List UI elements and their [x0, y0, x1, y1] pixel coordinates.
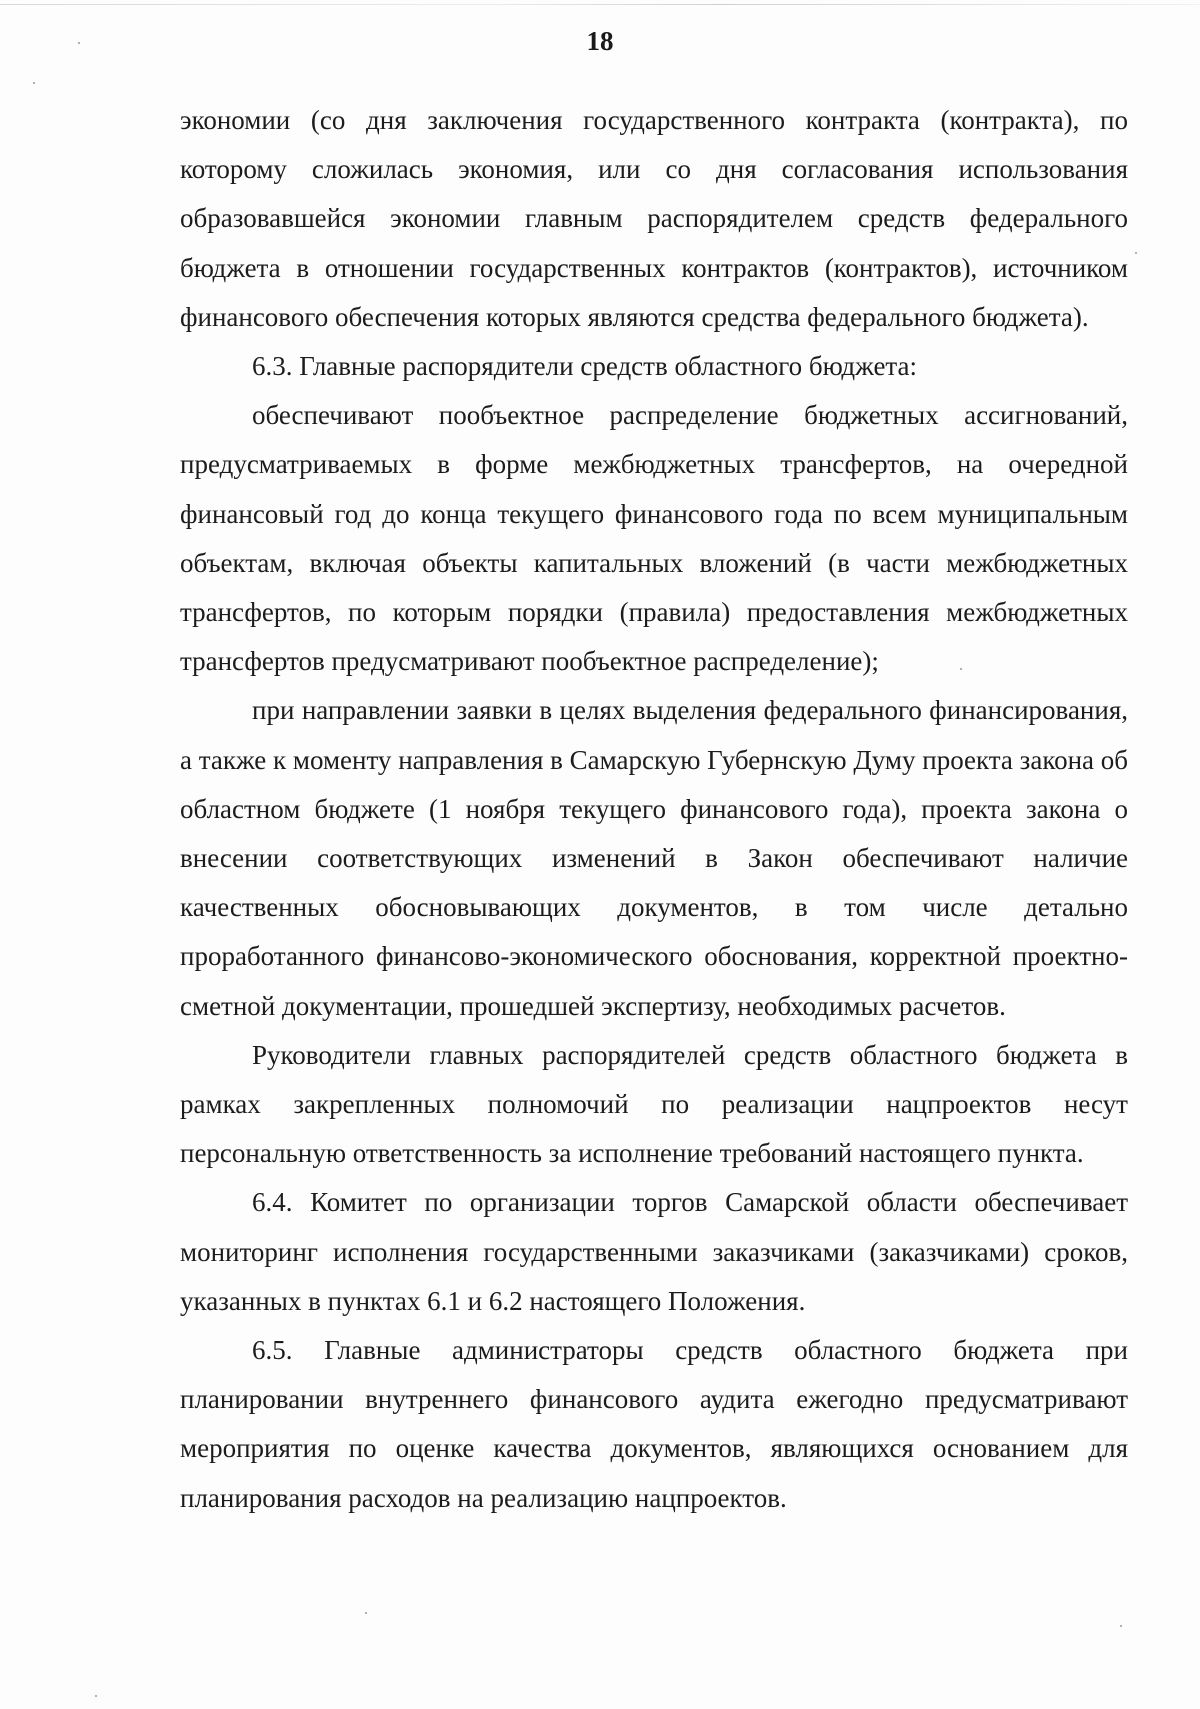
- paragraph-6-4: 6.4. Комитет по организации торгов Самарской области обеспечивает мониторинг исполнения государственными заказчиками (заказчиками) сроков, указанных в пунктах 6.1 и 6.2 настоящего Положения.: [180, 1187, 1128, 1316]
- scan-speck: [1135, 252, 1137, 254]
- scan-speck: [960, 668, 962, 670]
- paragraph-6-3-item-1: обеспечивают пообъектное распределение бюджетных ассигнований, предусматриваемых в форме межбюджетных трансфертов, на очередной финансовый год до конца текущего финансового года по всем муниципальным объектам, включая объекты капитальных вложений (в части межбюджетных трансфертов, по которым порядки (правила) предоставления межбюджетных трансфертов предусматривают пообъектное распределение);: [180, 400, 1128, 677]
- paragraph-6-5: 6.5. Главные администраторы средств областного бюджета при планировании внутреннего финансового аудита ежегодно предусматривают мероприятия по оценке качества документов, являющихся основанием для планирования расходов на реализацию нацпроектов.: [180, 1335, 1128, 1513]
- scan-speck: [33, 82, 35, 84]
- scan-speck: [95, 1695, 97, 1697]
- scan-speck: [78, 42, 80, 44]
- scan-speck: [365, 1612, 367, 1614]
- paragraph-6-3-heading: 6.3. Главные распорядители средств областного бюджета:: [252, 351, 918, 382]
- paragraph-6-3-item-2: при направлении заявки в целях выделения федерального финансирования, а также к моменту направления в Самарскую Губернскую Думу проекта закона об областном бюджете (1 ноября текущего финансового года), проекта закона о внесении соответствующих изменений в Закон обеспечивают наличие качественных обосновывающих документов, в том числе детально проработанного финансово-экономического обоснования, корректной проектно-сметной документации, прошедшей экспертизу, необходимых расчетов.: [180, 695, 1128, 1021]
- scan-edge-line: [0, 4, 1200, 5]
- document-body: [180, 96, 1128, 1523]
- scan-speck: [1120, 1625, 1122, 1627]
- page-number: 18: [586, 26, 614, 56]
- paragraph-responsibility: Руководители главных распорядителей средств областного бюджета в рамках закрепленных полномочий по реализации нацпроектов несут персональную ответственность за исполнение требований настоящего пункта.: [180, 1039, 1128, 1169]
- paragraph-continuation: экономии (со дня заключения государственного контракта (контракта), по которому сложилась экономия, или со дня согласования использования образовавшейся экономии главным распорядителем средств федерального бюджета в отношении государственных контрактов (контрактов), источником финансового обеспечения которых являются средства федерального бюджета).: [180, 105, 1128, 332]
